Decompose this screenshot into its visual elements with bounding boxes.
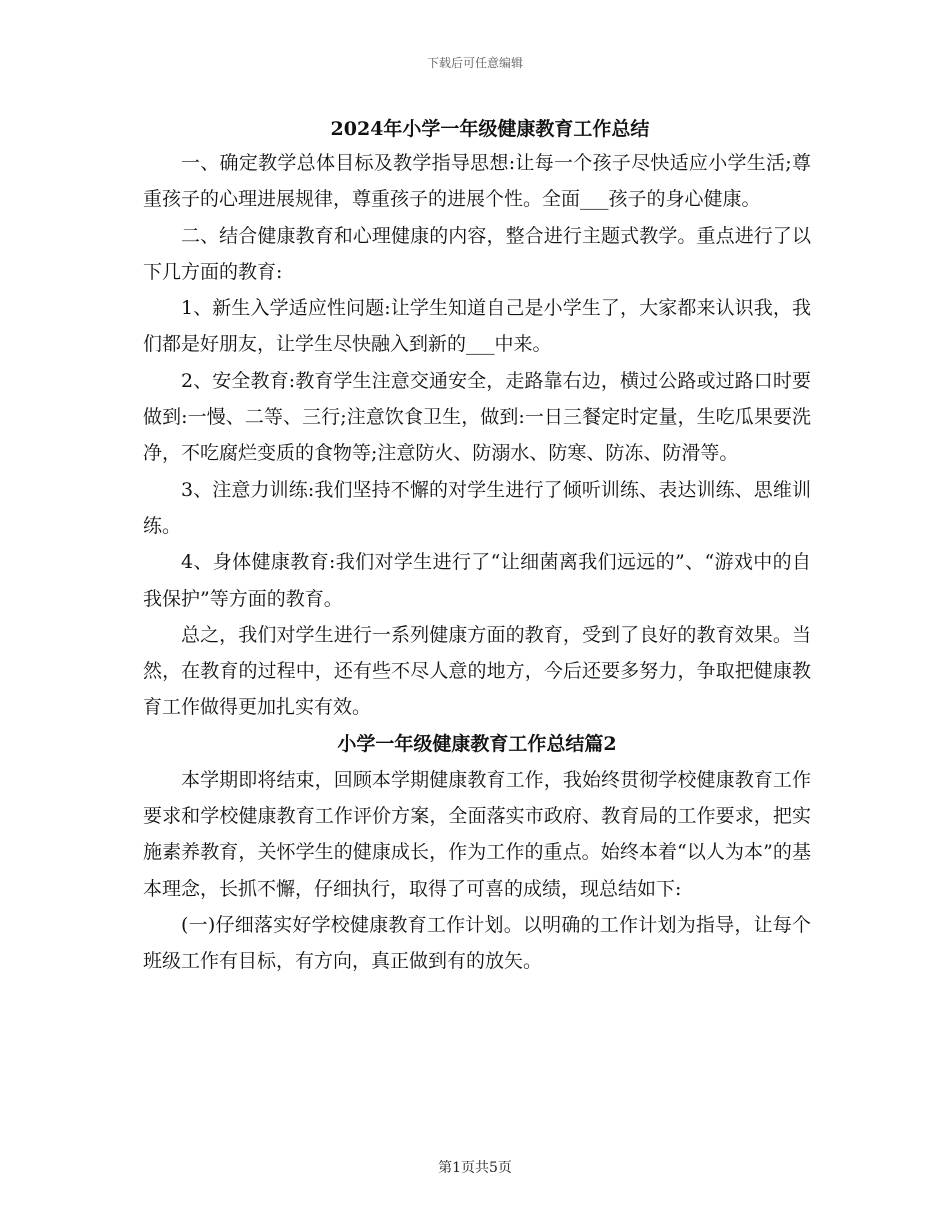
document-title: 2024年小学一年级健康教育工作总结 bbox=[330, 118, 650, 140]
paragraph: 1、新生入学适应性问题:让学生知道自己是小学生了，大家都来认识我，我们都是好朋友，让学生尽快融入到新的___中来。 bbox=[143, 297, 811, 356]
section-subtitle: 小学一年级健康教育工作总结篇2 bbox=[337, 732, 617, 755]
page-number: 第1页共5页 bbox=[438, 1160, 512, 1176]
paragraph: 4、身体健康教育:我们对学生进行了“让细菌离我们远远的”、“游戏中的自我保护”等方面的教育。 bbox=[143, 551, 811, 610]
paragraph: 总之，我们对学生进行一系列健康方面的教育，受到了良好的教育效果。当然，在教育的过程中，还有些不尽人意的地方，今后还要多努力，争取把健康教育工作做得更加扎实有效。 bbox=[143, 623, 811, 719]
paragraph: 一、确定教学总体目标及教学指导思想:让每一个孩子尽快适应小学生活;尊重孩子的心理进展规律，尊重孩子的进展个性。全面___孩子的身心健康。 bbox=[143, 152, 811, 211]
page-header-note: 下载后可任意编辑 bbox=[426, 56, 523, 70]
paragraph: 二、结合健康教育和心理健康的内容，整合进行主题式教学。重点进行了以下几方面的教育: bbox=[143, 224, 811, 283]
paragraph: 本学期即将结束，回顾本学期健康教育工作，我始终贯彻学校健康教育工作要求和学校健康教育工作评价方案，全面落实市政府、教育局的工作要求，把实施素养教育，关怀学生的健康成长，作为工作的重点。始终本着“以人为本”的基本理念，长抓不懈，仔细执行，取得了可喜的成绩，现总结如下: bbox=[143, 768, 811, 900]
paragraph: 2、安全教育:教育学生注意交通安全，走路靠右边，横过公路或过路口时要做到:一慢、二等、三行;注意饮食卫生，做到:一日三餐定时定量，生吃瓜果要洗净，不吃腐烂变质的食物等;注意防火、防溺水、防寒、防冻、防滑等。 bbox=[143, 369, 811, 465]
document-body bbox=[143, 113, 811, 980]
paragraph: (一)仔细落实好学校健康教育工作计划。以明确的工作计划为指导，让每个班级工作有目标，有方向，真正做到有的放矢。 bbox=[143, 913, 811, 973]
paragraph: 3、注意力训练:我们坚持不懈的对学生进行了倾听训练、表达训练、思维训练。 bbox=[143, 478, 811, 537]
